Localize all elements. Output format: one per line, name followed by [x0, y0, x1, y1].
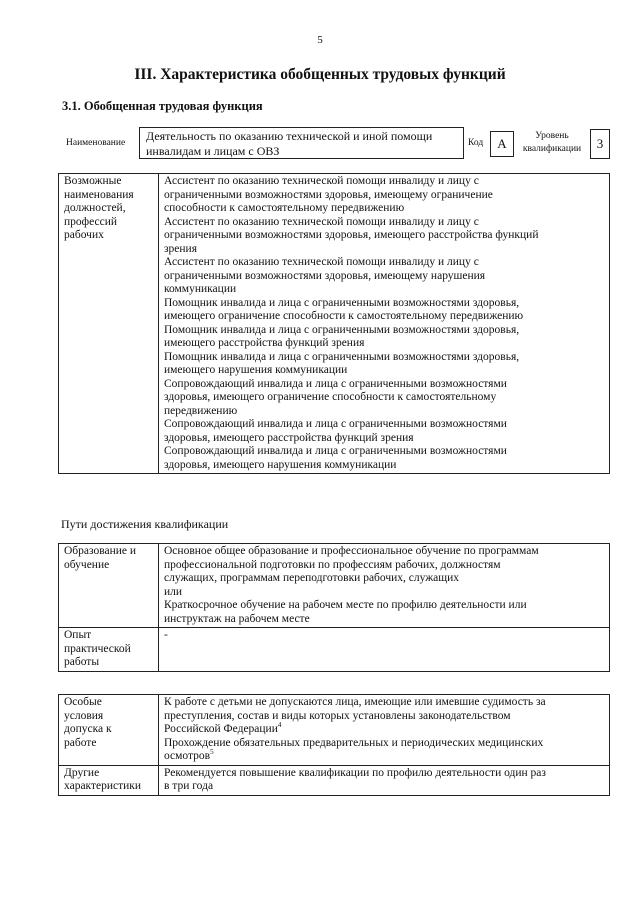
cell-text-line: Рекомендуется повышение квалификации по профилю деятельности один раз: [164, 766, 546, 779]
cell-text-line: ограниченными возможностями здоровья, имеющего расстройства функций: [164, 229, 539, 241]
cell-text-fragment: осмотров: [164, 750, 211, 762]
cell-text-line: профессиональной подготовки по профессиям рабочих, должностям: [164, 558, 501, 571]
table-row: [59, 544, 610, 628]
cell-text-line: К работе с детьми не допускаются лица, имеющие или имевшие судимость за: [164, 696, 546, 708]
positions-value-cell: [159, 174, 610, 474]
code-value: A: [490, 131, 514, 157]
experience-value-cell: -: [159, 628, 610, 672]
cell-label-line: Возможные: [64, 175, 122, 187]
cell-text-line: Ассистент по оказанию технической помощи инвалиду и лицу с: [164, 215, 479, 228]
cell-label-line: Особые: [64, 696, 102, 708]
cell-text-line: [164, 723, 605, 737]
experience-label-cell: [59, 628, 159, 672]
education-table: [58, 543, 610, 672]
cell-text-line: коммуникации: [164, 283, 237, 295]
education-label-cell: [59, 544, 159, 628]
cell-text-line: [164, 750, 605, 764]
qualification-level-value: 3: [590, 129, 610, 159]
cell-text-line: инструктаж на рабочем месте: [164, 612, 310, 625]
cell-text-line: Сопровождающий инвалида и лица с ограниченными возможностями: [164, 377, 507, 390]
footnote-marker: 5: [210, 748, 214, 757]
cell-text-line: Прохождение обязательных предварительных и периодических медицинских: [164, 736, 544, 749]
cell-text-line: ограниченными возможностями здоровья, имеющему нарушения: [164, 269, 486, 282]
cell-text-line: имеющего нарушения коммуникации: [164, 364, 348, 376]
cell-label-line: наименования: [64, 188, 134, 201]
table-row: [59, 628, 610, 672]
cell-label-line: работы: [64, 656, 100, 668]
cell-text-line: здоровья, имеющего нарушения коммуникации: [164, 458, 397, 471]
cell-label-line: обучение: [64, 558, 110, 571]
other-label-cell: [59, 765, 159, 795]
code-label: Код: [468, 138, 484, 148]
positions-table: [58, 173, 610, 474]
cell-text-line: Помощник инвалида и лица с ограниченными возможностями здоровья,: [164, 323, 520, 336]
cell-text-line: в три года: [164, 780, 214, 792]
table-row: [59, 765, 610, 795]
cell-label-line: Опыт: [64, 629, 92, 641]
cell-label-line: условия: [64, 709, 104, 722]
cell-text-line: Краткосрочное обучение на рабочем месте по профилю деятельности или: [164, 599, 527, 611]
subsection-title: 3.1. Обобщенная трудовая функция: [62, 99, 263, 113]
cell-text-line: Помощник инвалида и лица с ограниченными возможностями здоровья,: [164, 350, 520, 363]
cell-text-line: здоровья, имеющего расстройства функций зрения: [164, 431, 414, 444]
page-number: 5: [317, 34, 323, 46]
cell-text-line: передвижению: [164, 404, 238, 417]
cell-text-line: здоровья, имеющего ограничение способности к самостоятельному: [164, 391, 497, 403]
function-name-line: инвалидам и лицам с ОВЗ: [146, 143, 280, 158]
positions-label-cell: [59, 174, 159, 474]
cell-label-line: допуска к: [64, 723, 112, 735]
cell-text-line: преступления, состав и виды которых установлены законодательством: [164, 709, 511, 722]
name-label: Наименование: [66, 138, 126, 148]
cell-label-line: характеристики: [64, 780, 142, 792]
other-value-cell: [159, 765, 610, 795]
cell-text-line: ограниченными возможностями здоровья, имеющему ограничение: [164, 188, 493, 201]
conditions-label-cell: [59, 695, 159, 766]
cell-text-line: Ассистент по оказанию технической помощи инвалиду и лицу с: [164, 256, 479, 268]
cell-text-line: имеющего расстройства функций зрения: [164, 337, 365, 349]
cell-label-line: профессий: [64, 215, 118, 228]
cell-label-line: работе: [64, 736, 97, 749]
qualification-level-label: [516, 130, 588, 156]
function-name-box: [139, 127, 464, 159]
cell-text-line: служащих, программам переподготовки рабочих, служащих: [164, 572, 460, 584]
function-name-line: Деятельность по оказанию технической и иной помощи: [146, 129, 433, 143]
table-row: [59, 695, 610, 766]
cell-label-line: Другие: [64, 766, 100, 779]
cell-text-line: Сопровождающий инвалида и лица с ограниченными возможностями: [164, 445, 507, 457]
education-value-cell: [159, 544, 610, 628]
cell-label-line: должностей,: [64, 202, 126, 214]
cell-text-line: Сопровождающий инвалида и лица с ограниченными возможностями: [164, 418, 507, 430]
cell-text-line: или: [164, 585, 183, 598]
cell-text-line: Основное общее образование и профессиональное обучение по программам: [164, 545, 539, 557]
cell-text-line: Ассистент по оказанию технической помощи инвалиду и лицу с: [164, 175, 479, 187]
table-row: [59, 174, 610, 474]
qualification-paths-heading: Пути достижения квалификации: [61, 517, 229, 531]
cell-label-line: Образование и: [64, 545, 137, 557]
conditions-table: [58, 694, 610, 796]
cell-label-line: практической: [64, 642, 131, 655]
section-title: III. Характеристика обобщенных трудовых функций: [134, 66, 506, 83]
level-label-line: Уровень: [535, 131, 569, 141]
level-label-line: квалификации: [522, 144, 582, 154]
cell-label-line: рабочих: [64, 229, 104, 241]
cell-text-line: способности к самостоятельному передвижению: [164, 202, 405, 214]
footnote-marker: 4: [277, 721, 282, 730]
cell-text-fragment: Российской Федерации: [164, 723, 278, 735]
conditions-value-cell: [159, 695, 610, 766]
cell-text-line: Помощник инвалида и лица с ограниченными возможностями здоровья,: [164, 296, 520, 309]
cell-text-line: зрения: [164, 242, 197, 255]
cell-text-line: имеющего ограничение способности к самостоятельному передвижению: [164, 310, 524, 322]
